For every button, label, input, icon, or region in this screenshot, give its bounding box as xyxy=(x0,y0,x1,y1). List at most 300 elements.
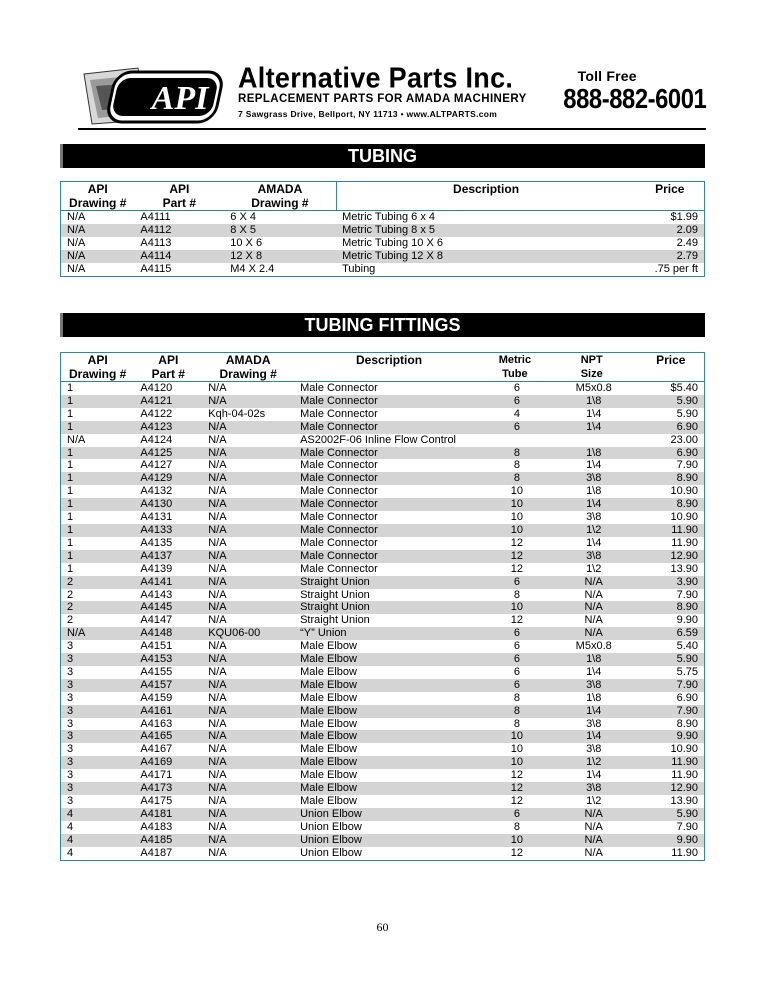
cell-price: 9.90 xyxy=(676,730,698,743)
table-row xyxy=(61,237,705,250)
cell-description: Metric Tubing 6 x 4 xyxy=(342,211,436,223)
cell-amada-drawing: N/A xyxy=(208,640,227,653)
cell-price: 10.90 xyxy=(670,743,698,756)
cell-description: Male Elbow xyxy=(300,691,357,704)
table-row xyxy=(61,743,705,756)
cell-description: Male Elbow xyxy=(300,704,357,717)
cell-metric-tube: 10 xyxy=(510,756,524,769)
cell-amada-drawing: N/A xyxy=(208,807,227,820)
cell-api-part: A4125 xyxy=(140,446,173,459)
cell-price: 2.49 xyxy=(676,236,698,249)
table-row xyxy=(61,459,705,472)
cell-price: 12.90 xyxy=(670,549,698,562)
cell-api-part: A4139 xyxy=(140,562,173,575)
cell-npt-size: 3\8 xyxy=(586,743,602,756)
col-description: Description xyxy=(356,353,423,367)
cell-api-part: A4113 xyxy=(140,236,172,249)
cell-price: $5.40 xyxy=(670,382,698,394)
cell-npt-size: M5x0.8 xyxy=(575,382,612,394)
col-price: Price xyxy=(656,353,686,367)
cell-api-drawing: 3 xyxy=(67,782,74,795)
page-number: 60 xyxy=(376,920,389,934)
table-row xyxy=(61,730,705,743)
cell-amada-drawing: N/A xyxy=(208,575,227,588)
cell-amada-drawing: N/A xyxy=(208,394,227,407)
table-header-row xyxy=(61,182,705,211)
cell-metric-tube: 12 xyxy=(510,795,524,807)
tubing-title: TUBING xyxy=(348,146,417,166)
cell-npt-size: 1\2 xyxy=(586,562,602,575)
cell-api-part: A4183 xyxy=(140,820,173,833)
cell-api-drawing: 1 xyxy=(67,420,74,433)
cell-metric-tube: 6 xyxy=(513,640,520,653)
cell-price: 5.90 xyxy=(676,807,698,820)
cell-price: 7.90 xyxy=(676,588,698,601)
cell-description: Straight Union xyxy=(300,588,370,601)
cell-api-drawing: 1 xyxy=(67,407,74,420)
cell-api-part: A4148 xyxy=(140,627,173,640)
cell-api-drawing: N/A xyxy=(67,223,86,236)
cell-price: 10.90 xyxy=(670,511,698,524)
cell-api-part: A4175 xyxy=(140,795,173,807)
cell-api-drawing: 4 xyxy=(67,807,74,820)
table-row xyxy=(61,434,705,447)
cell-description: Straight Union xyxy=(300,575,370,588)
cell-api-drawing: 3 xyxy=(67,665,74,678)
cell-api-drawing: 1 xyxy=(67,536,74,549)
header-text: Part # xyxy=(162,196,197,210)
cell-price: 8.90 xyxy=(676,472,698,485)
cell-api-drawing: 3 xyxy=(67,730,74,743)
cell-price: 6.90 xyxy=(676,446,698,459)
cell-metric-tube: 6 xyxy=(513,394,520,407)
cell-api-part: A4153 xyxy=(140,653,173,666)
cell-api-part: A4167 xyxy=(140,743,173,756)
table-row xyxy=(61,834,705,847)
cell-amada-drawing: N/A xyxy=(208,653,227,666)
cell-metric-tube: 10 xyxy=(510,511,524,524)
cell-price: 7.90 xyxy=(676,678,698,691)
cell-price: 7.90 xyxy=(676,820,698,833)
section-title-tubing xyxy=(60,144,705,168)
cell-metric-tube: 8 xyxy=(513,459,520,472)
cell-npt-size: M5x0.8 xyxy=(575,640,612,653)
table-row xyxy=(61,576,705,589)
cell-metric-tube: 8 xyxy=(513,704,520,717)
cell-amada-drawing: N/A xyxy=(208,562,227,575)
cell-price: 8.90 xyxy=(676,498,698,511)
cell-api-drawing: N/A xyxy=(67,249,86,262)
table-row xyxy=(61,601,705,614)
cell-price: $1.99 xyxy=(670,211,698,223)
brand-block xyxy=(238,64,527,119)
cell-npt-size: N/A xyxy=(584,807,603,820)
cell-price: .75 per ft xyxy=(654,262,698,275)
cell-description: Male Elbow xyxy=(300,678,357,691)
cell-api-drawing: N/A xyxy=(67,433,86,446)
cell-api-drawing: N/A xyxy=(67,627,86,640)
cell-amada-drawing: 12 X 8 xyxy=(230,249,263,262)
cell-npt-size: 1\8 xyxy=(586,691,602,704)
cell-price: 5.90 xyxy=(676,407,698,420)
header-text: API xyxy=(158,353,179,367)
table-row xyxy=(61,718,705,731)
cell-price: 3.90 xyxy=(676,575,698,588)
cell-npt-size: 1\8 xyxy=(586,653,602,666)
cell-api-drawing: 1 xyxy=(67,472,74,485)
cell-metric-tube: 8 xyxy=(513,820,520,833)
cell-api-drawing: 2 xyxy=(67,601,74,614)
col-api-drawing xyxy=(61,182,135,211)
cell-api-part: A4185 xyxy=(140,833,173,846)
table-row xyxy=(61,485,705,498)
cell-price: 2.09 xyxy=(676,223,698,236)
tubing-table xyxy=(60,181,705,277)
cell-description: Male Connector xyxy=(300,446,378,459)
fittings-table xyxy=(60,352,705,861)
header-text: AMADA xyxy=(257,182,303,196)
header-text: NPT xyxy=(580,354,603,366)
cell-description: Male Elbow xyxy=(300,665,357,678)
cell-metric-tube: 12 xyxy=(510,549,524,562)
header-text: Tube xyxy=(502,368,528,380)
col-amada-drawing xyxy=(224,182,336,211)
table-row xyxy=(61,756,705,769)
cell-api-drawing: 4 xyxy=(67,846,74,859)
cell-price: 11.90 xyxy=(671,769,698,782)
cell-metric-tube: 4 xyxy=(513,407,520,420)
cell-metric-tube: 6 xyxy=(513,653,520,666)
cell-amada-drawing: N/A xyxy=(208,523,227,536)
cell-price: 6.59 xyxy=(676,627,698,640)
cell-amada-drawing: 6 X 4 xyxy=(230,211,256,223)
cell-price: 23.00 xyxy=(670,433,698,446)
table-row xyxy=(61,782,705,795)
cell-npt-size: N/A xyxy=(584,846,603,859)
cell-metric-tube: 8 xyxy=(513,446,520,459)
cell-npt-size: N/A xyxy=(584,833,603,846)
section-title-fittings xyxy=(60,313,705,337)
col-amada-drawing xyxy=(202,353,294,382)
cell-description: Male Connector xyxy=(300,549,378,562)
cell-api-drawing: 1 xyxy=(67,485,74,498)
cell-api-drawing: 2 xyxy=(67,575,74,588)
page-header xyxy=(78,60,706,134)
cell-npt-size: 3\8 xyxy=(586,472,602,485)
cell-api-part: A4122 xyxy=(140,407,173,420)
cell-description: Male Connector xyxy=(300,407,378,420)
cell-api-part: A4131 xyxy=(140,511,173,524)
cell-npt-size: N/A xyxy=(584,601,603,614)
cell-metric-tube: 10 xyxy=(510,743,524,756)
cell-api-drawing: 1 xyxy=(67,511,74,524)
cell-amada-drawing: N/A xyxy=(208,795,227,807)
cell-description: Male Elbow xyxy=(300,743,357,756)
cell-api-drawing: 1 xyxy=(67,394,74,407)
cell-amada-drawing: N/A xyxy=(208,459,227,472)
table-row xyxy=(61,537,705,550)
header-text: AMADA xyxy=(225,353,271,367)
cell-api-part: A4129 xyxy=(140,472,173,485)
cell-price: 5.90 xyxy=(676,653,698,666)
header-text: API xyxy=(169,182,190,196)
cell-metric-tube: 10 xyxy=(510,730,524,743)
cell-description: Union Elbow xyxy=(300,833,362,846)
bar-edge xyxy=(60,144,63,168)
cell-price: 11.90 xyxy=(671,846,698,859)
table-row xyxy=(61,589,705,602)
cell-api-part: A4165 xyxy=(140,730,173,743)
cell-price: 13.90 xyxy=(670,795,698,807)
cell-npt-size: 1\4 xyxy=(586,769,602,782)
cell-amada-drawing: N/A xyxy=(208,704,227,717)
cell-metric-tube: 10 xyxy=(510,523,524,536)
toll-free-block xyxy=(538,68,706,114)
cell-api-part: A4155 xyxy=(140,665,173,678)
cell-amada-drawing: N/A xyxy=(208,420,227,433)
cell-description: Male Connector xyxy=(300,536,378,549)
cell-price: 11.90 xyxy=(671,536,698,549)
table-row xyxy=(61,421,705,434)
cell-api-part: A4135 xyxy=(140,536,173,549)
table-row xyxy=(61,821,705,834)
cell-api-part: A4130 xyxy=(140,498,173,511)
table-row xyxy=(61,250,705,263)
table-row xyxy=(61,382,705,395)
cell-metric-tube: 8 xyxy=(513,691,520,704)
cell-npt-size: 1\4 xyxy=(586,730,602,743)
cell-api-part: A4121 xyxy=(140,394,173,407)
cell-api-part: A4127 xyxy=(140,459,173,472)
cell-price: 9.90 xyxy=(676,833,698,846)
table-header-row xyxy=(61,353,705,382)
cell-price: 11.90 xyxy=(671,756,698,769)
cell-api-part: A4111 xyxy=(140,211,171,223)
header-text: API xyxy=(87,182,108,196)
cell-api-part: A4159 xyxy=(140,691,173,704)
cell-description: Male Connector xyxy=(300,511,378,524)
company-name: Alternative Parts Inc. xyxy=(238,62,514,94)
cell-description: Male Connector xyxy=(300,523,378,536)
company-address: 7 Sawgrass Drive, Bellport, NY 11713 • www.ALTPARTS.com xyxy=(238,109,498,119)
cell-amada-drawing: KQU06-00 xyxy=(208,627,261,640)
cell-description: Tubing xyxy=(342,262,376,275)
table-row xyxy=(61,472,705,485)
cell-api-drawing: 1 xyxy=(67,459,74,472)
cell-npt-size xyxy=(546,434,638,447)
cell-price: 5.75 xyxy=(676,665,698,678)
cell-api-part: A4181 xyxy=(140,807,173,820)
cell-npt-size: 1\4 xyxy=(586,498,602,511)
cell-api-drawing: 3 xyxy=(67,640,74,653)
cell-npt-size: 1\8 xyxy=(586,446,602,459)
cell-metric-tube: 6 xyxy=(513,678,520,691)
cell-price: 7.90 xyxy=(676,704,698,717)
api-logo xyxy=(78,64,228,126)
cell-api-part: A4173 xyxy=(140,782,173,795)
cell-api-drawing: 3 xyxy=(67,743,74,756)
cell-api-drawing: 3 xyxy=(67,717,74,730)
cell-amada-drawing: N/A xyxy=(208,382,227,394)
cell-amada-drawing: N/A xyxy=(208,601,227,614)
cell-description: Metric Tubing 10 X 6 xyxy=(342,236,443,249)
cell-npt-size: 3\8 xyxy=(586,678,602,691)
cell-price: 8.90 xyxy=(676,717,698,730)
toll-free-label: Toll Free xyxy=(577,68,637,84)
cell-amada-drawing: N/A xyxy=(208,614,227,627)
cell-api-drawing: 3 xyxy=(67,653,74,666)
cell-api-part: A4171 xyxy=(140,769,173,782)
cell-description: Male Connector xyxy=(300,382,378,394)
table-row xyxy=(61,692,705,705)
col-price: Price xyxy=(655,182,685,196)
cell-npt-size: 3\8 xyxy=(586,549,602,562)
cell-description: Male Elbow xyxy=(300,795,357,807)
cell-amada-drawing: N/A xyxy=(208,756,227,769)
cell-api-drawing: 1 xyxy=(67,446,74,459)
table-row xyxy=(61,627,705,640)
cell-description: Male Elbow xyxy=(300,756,357,769)
table-row xyxy=(61,666,705,679)
cell-npt-size: 3\8 xyxy=(586,717,602,730)
table-row xyxy=(61,769,705,782)
cell-api-drawing: N/A xyxy=(67,262,86,275)
cell-metric-tube: 6 xyxy=(513,665,520,678)
cell-api-part: A4147 xyxy=(140,614,173,627)
cell-api-part: A4169 xyxy=(140,756,173,769)
cell-metric-tube: 10 xyxy=(510,601,524,614)
cell-api-drawing: 3 xyxy=(67,769,74,782)
cell-amada-drawing: N/A xyxy=(208,846,227,859)
cell-metric-tube: 6 xyxy=(513,575,520,588)
cell-api-drawing: 3 xyxy=(67,704,74,717)
cell-amada-drawing: 8 X 5 xyxy=(230,223,256,236)
cell-api-drawing: 4 xyxy=(67,833,74,846)
table-row xyxy=(61,511,705,524)
cell-api-part: A4124 xyxy=(140,433,173,446)
table-row xyxy=(61,498,705,511)
cell-description: Male Elbow xyxy=(300,653,357,666)
table-row xyxy=(61,653,705,666)
cell-api-part: A4120 xyxy=(140,382,173,394)
cell-npt-size: 1\4 xyxy=(586,704,602,717)
cell-description: AS2002F-06 Inline Flow Control xyxy=(300,433,457,446)
table-row xyxy=(61,563,705,576)
cell-amada-drawing: N/A xyxy=(208,549,227,562)
cell-amada-drawing: N/A xyxy=(208,446,227,459)
cell-price: 6.90 xyxy=(676,691,698,704)
cell-description: Union Elbow xyxy=(300,807,362,820)
cell-api-part: A4163 xyxy=(140,717,173,730)
cell-description: Male Elbow xyxy=(300,640,357,653)
cell-api-drawing: N/A xyxy=(67,211,86,223)
cell-npt-size: 1\2 xyxy=(586,523,602,536)
cell-description: Male Connector xyxy=(300,498,378,511)
cell-metric-tube: 6 xyxy=(513,627,520,640)
cell-metric-tube: 10 xyxy=(510,833,524,846)
cell-description: Male Elbow xyxy=(300,782,357,795)
cell-api-part: A4137 xyxy=(140,549,173,562)
cell-price: 11.90 xyxy=(671,523,698,536)
cell-amada-drawing: N/A xyxy=(208,433,227,446)
header-text: Part # xyxy=(151,367,185,381)
cell-npt-size: N/A xyxy=(584,575,603,588)
table-row xyxy=(61,705,705,718)
cell-api-drawing: 3 xyxy=(67,691,74,704)
table-row xyxy=(61,550,705,563)
cell-api-drawing: 2 xyxy=(67,614,74,627)
cell-price: 12.90 xyxy=(670,782,698,795)
table-row xyxy=(61,524,705,537)
table-row xyxy=(61,795,705,808)
cell-api-part: A4143 xyxy=(140,588,173,601)
cell-amada-drawing: N/A xyxy=(208,498,227,511)
cell-npt-size: N/A xyxy=(584,820,603,833)
cell-description: Straight Union xyxy=(300,614,370,627)
cell-npt-size: 3\8 xyxy=(586,782,602,795)
cell-amada-drawing: N/A xyxy=(208,820,227,833)
table-row xyxy=(61,447,705,460)
cell-npt-size: N/A xyxy=(584,588,603,601)
table-row xyxy=(61,395,705,408)
table-row xyxy=(61,640,705,653)
cell-api-drawing: 1 xyxy=(67,549,74,562)
cell-api-part: A4151 xyxy=(140,640,173,653)
cell-amada-drawing: M4 X 2.4 xyxy=(230,262,275,275)
cell-amada-drawing: N/A xyxy=(208,730,227,743)
cell-metric-tube: 8 xyxy=(513,588,520,601)
cell-metric-tube: 10 xyxy=(510,498,524,511)
cell-npt-size: 1\2 xyxy=(586,756,602,769)
cell-metric-tube: 6 xyxy=(513,807,520,820)
cell-api-part: A4141 xyxy=(140,575,173,588)
cell-price: 8.90 xyxy=(676,601,698,614)
cell-npt-size: 1\4 xyxy=(586,536,602,549)
cell-api-part: A4145 xyxy=(140,601,173,614)
cell-api-drawing: 1 xyxy=(67,498,74,511)
cell-price: 5.90 xyxy=(676,394,698,407)
col-api-part xyxy=(134,353,202,382)
header-text: API xyxy=(87,353,108,367)
cell-metric-tube: 10 xyxy=(510,485,524,498)
table-row xyxy=(61,211,705,224)
cell-description: Male Elbow xyxy=(300,730,357,743)
cell-api-drawing: 3 xyxy=(67,678,74,691)
table-row xyxy=(61,808,705,821)
cell-api-drawing: 1 xyxy=(67,562,74,575)
cell-description: Union Elbow xyxy=(300,820,362,833)
bar-edge xyxy=(60,313,63,337)
cell-amada-drawing: N/A xyxy=(208,485,227,498)
cell-metric-tube: 12 xyxy=(510,846,524,859)
cell-npt-size: 1\8 xyxy=(586,394,602,407)
cell-description: Male Connector xyxy=(300,394,378,407)
cell-amada-drawing: N/A xyxy=(208,743,227,756)
cell-api-drawing: N/A xyxy=(67,236,86,249)
col-npt-size xyxy=(546,353,638,382)
cell-metric-tube: 6 xyxy=(513,420,520,433)
cell-metric-tube: 12 xyxy=(510,769,524,782)
cell-price: 6.90 xyxy=(676,420,698,433)
cell-price: 7.90 xyxy=(676,459,698,472)
cell-description: Male Connector xyxy=(300,485,378,498)
cell-amada-drawing: N/A xyxy=(208,536,227,549)
cell-description: Straight Union xyxy=(300,601,370,614)
cell-npt-size: 1\4 xyxy=(586,665,602,678)
cell-npt-size: 1\8 xyxy=(586,485,602,498)
cell-npt-size: 3\8 xyxy=(586,511,602,524)
header-divider xyxy=(78,128,706,130)
